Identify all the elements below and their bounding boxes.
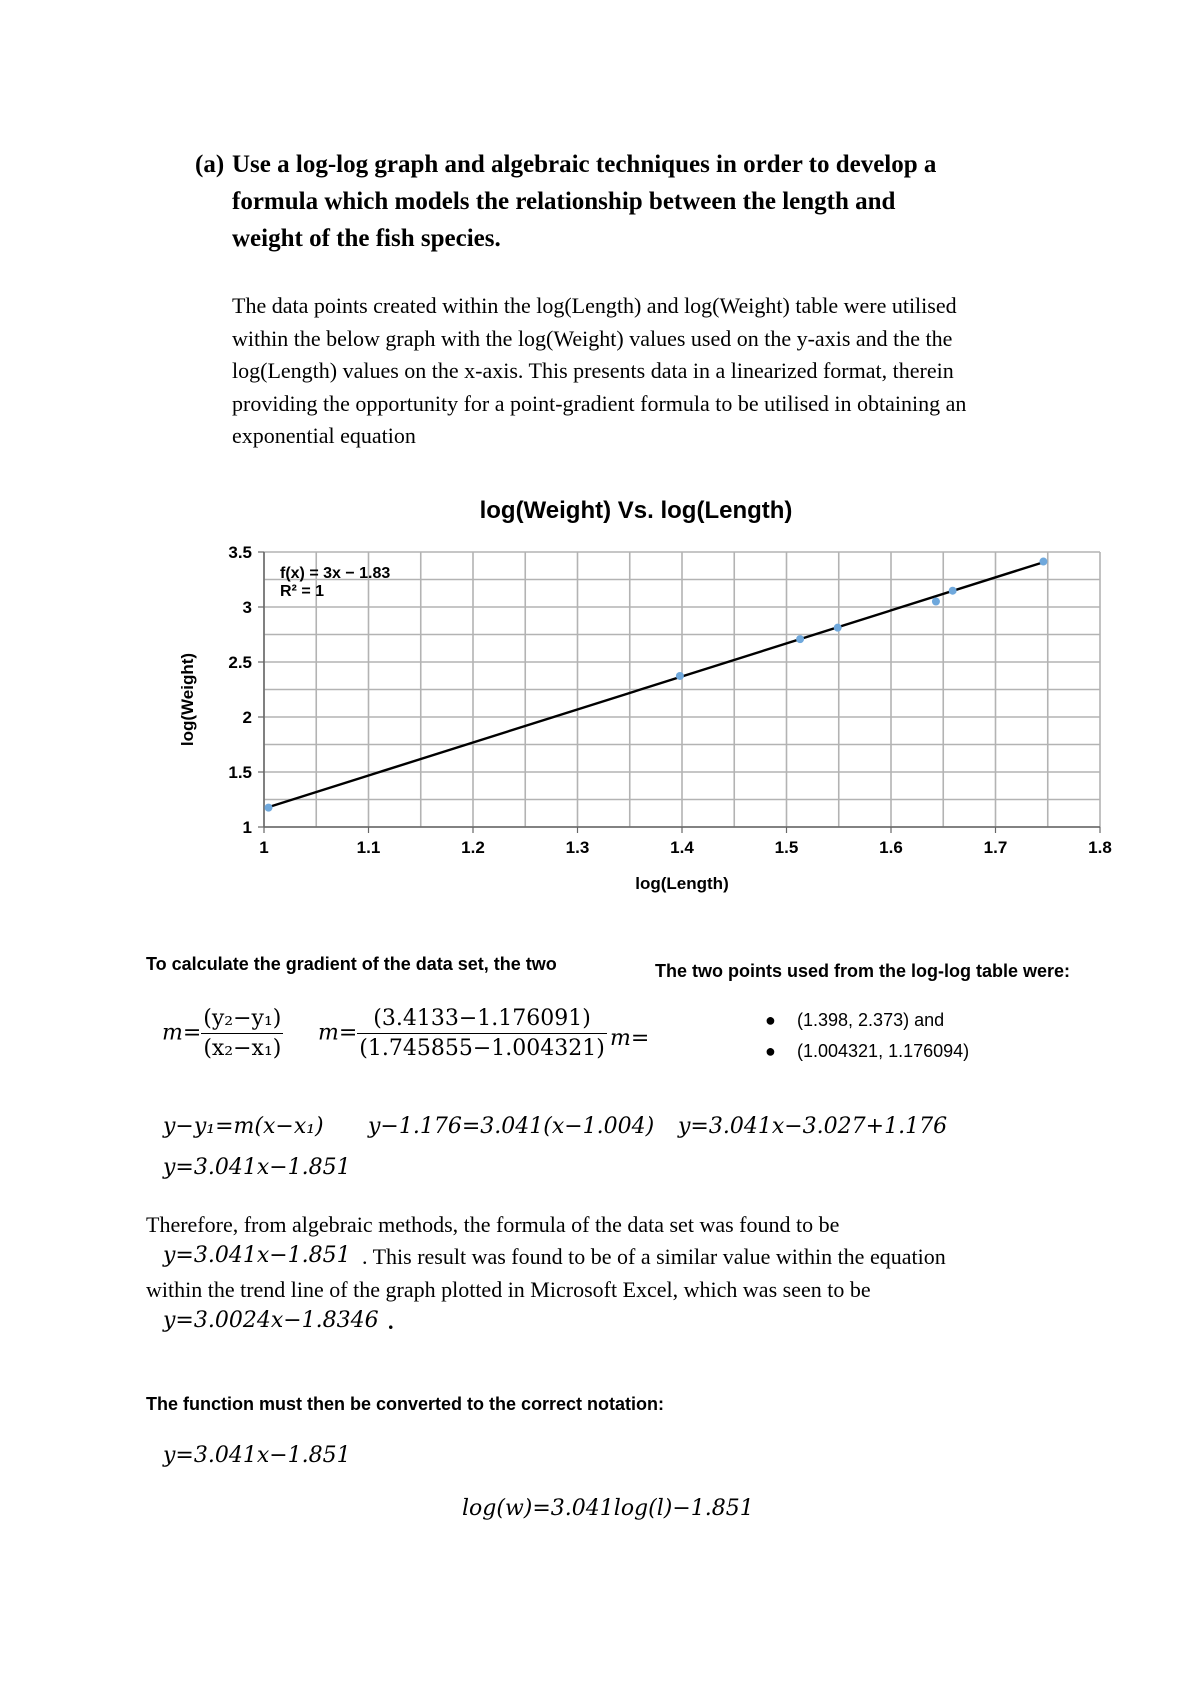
x-tick-label: 1.1 — [356, 838, 381, 857]
data-point — [265, 804, 273, 812]
intro-line: providing the opportunity for a point-gradient formula to be utilised in obtaining an — [232, 390, 967, 416]
heading-line: weight of the fish species. — [232, 225, 501, 252]
r-squared-label: R² = 1 — [280, 583, 325, 600]
point-text: (1.398, 2.373) and — [797, 1010, 945, 1030]
fraction — [357, 1006, 607, 1061]
chart-title: log(Weight) Vs. log(Length) — [479, 497, 793, 524]
gradient-result — [610, 1026, 649, 1051]
excel-equation: y=3.0024x−1.8346 — [163, 1308, 379, 1333]
points-caption: The two points used from the log-log table were: — [655, 961, 1071, 981]
points-list — [765, 1005, 969, 1067]
heading-line: Use a log-log graph and algebraic techniques in order to develop a — [232, 151, 937, 178]
bullet-icon: ● — [765, 1041, 776, 1061]
x-tick-label: 1.5 — [774, 838, 799, 857]
trendline-equation: f(x) = 3x − 1.83 — [280, 565, 391, 582]
fraction-numerator: (y₂−y₁) — [201, 1006, 283, 1034]
gradient-caption: To calculate the gradient of the data set, the two — [146, 954, 557, 974]
x-tick-label: 1.6 — [879, 838, 903, 857]
x-axis-label: log(Length) — [635, 874, 729, 893]
gradient-formula-general — [162, 1006, 283, 1061]
conclusion-dot: . — [388, 1309, 394, 1334]
intro-paragraph — [232, 290, 966, 453]
bullet-icon: ● — [765, 1010, 776, 1030]
y-tick-label: 3.5 — [228, 543, 252, 562]
list-item — [765, 1005, 969, 1036]
intro-line: exponential equation — [232, 423, 416, 448]
fraction-numerator: (3.4133−1.176091) — [357, 1006, 607, 1034]
x-tick-label: 1.4 — [670, 838, 694, 857]
conclusion-line: . This result was found to be of a similar value within the equation — [362, 1244, 946, 1269]
y-tick-label: 3 — [242, 598, 252, 617]
equation-expanded: y=3.041x−3.027+1.176 — [678, 1114, 948, 1139]
equation-result: y=3.041x−1.851 — [163, 1155, 351, 1180]
point-text: (1.004321, 1.176094) — [797, 1041, 970, 1061]
y-tick-label: 1 — [242, 818, 252, 837]
x-tick-label: 1.2 — [461, 838, 485, 857]
intro-line: log(Length) values on the x-axis. This presents data in a linearized format, therein — [232, 358, 954, 383]
y-tick-label: 2.5 — [228, 653, 252, 672]
log-log-chart — [0, 480, 1200, 910]
x-tick-label: 1.8 — [1088, 838, 1112, 857]
heading-line: formula which models the relationship between the length and — [232, 188, 896, 215]
data-point — [949, 587, 957, 595]
data-point — [834, 624, 842, 632]
fraction-denominator: (x₂−x₁) — [203, 1036, 282, 1061]
x-tick-label: 1.3 — [565, 838, 590, 857]
m-label: m= — [162, 1020, 202, 1046]
m-label: m= — [318, 1020, 358, 1046]
equation-substituted: y−1.176=3.041(x−1.004) — [368, 1114, 655, 1139]
notation-linear-equation: y=3.041x−1.851 — [163, 1443, 351, 1468]
x-tick-label: 1.7 — [983, 838, 1008, 857]
m-label: m= — [610, 1026, 650, 1051]
data-point — [796, 635, 804, 643]
conclusion-line: Therefore, from algebraic methods, the formula of the data set was found to be — [146, 1212, 840, 1237]
data-point — [676, 672, 684, 680]
fraction-denominator: (1.745855−1.004321) — [359, 1036, 605, 1061]
gradient-formula-values — [318, 1006, 607, 1061]
conclusion-line: within the trend line of the graph plotted in Microsoft Excel, which was seen to be — [146, 1277, 871, 1302]
intro-line: within the below graph with the log(Weight) values used on the y-axis and the the — [232, 325, 953, 351]
y-axis-label: log(Weight) — [178, 652, 197, 747]
intro-line: The data points created within the log(Length) and log(Weight) table were utilised — [232, 293, 957, 318]
trendline — [269, 562, 1044, 807]
notation-log-equation: log(w)=3.041log(l)−1.851 — [462, 1496, 754, 1521]
y-tick-label: 1.5 — [228, 763, 252, 782]
fraction — [201, 1006, 283, 1061]
notation-heading: The function must then be converted to the correct notation: — [146, 1394, 665, 1414]
data-point — [1039, 558, 1047, 566]
section-heading — [232, 146, 936, 257]
equation-point-gradient: y−y₁=m(x−x₁) — [163, 1114, 324, 1139]
x-tick-label: 1 — [259, 838, 269, 857]
y-tick-label: 2 — [242, 708, 252, 727]
list-item — [765, 1036, 969, 1067]
conclusion-equation: y=3.041x−1.851 — [163, 1243, 351, 1268]
section-label: (a) — [195, 151, 225, 178]
data-point — [932, 598, 940, 606]
